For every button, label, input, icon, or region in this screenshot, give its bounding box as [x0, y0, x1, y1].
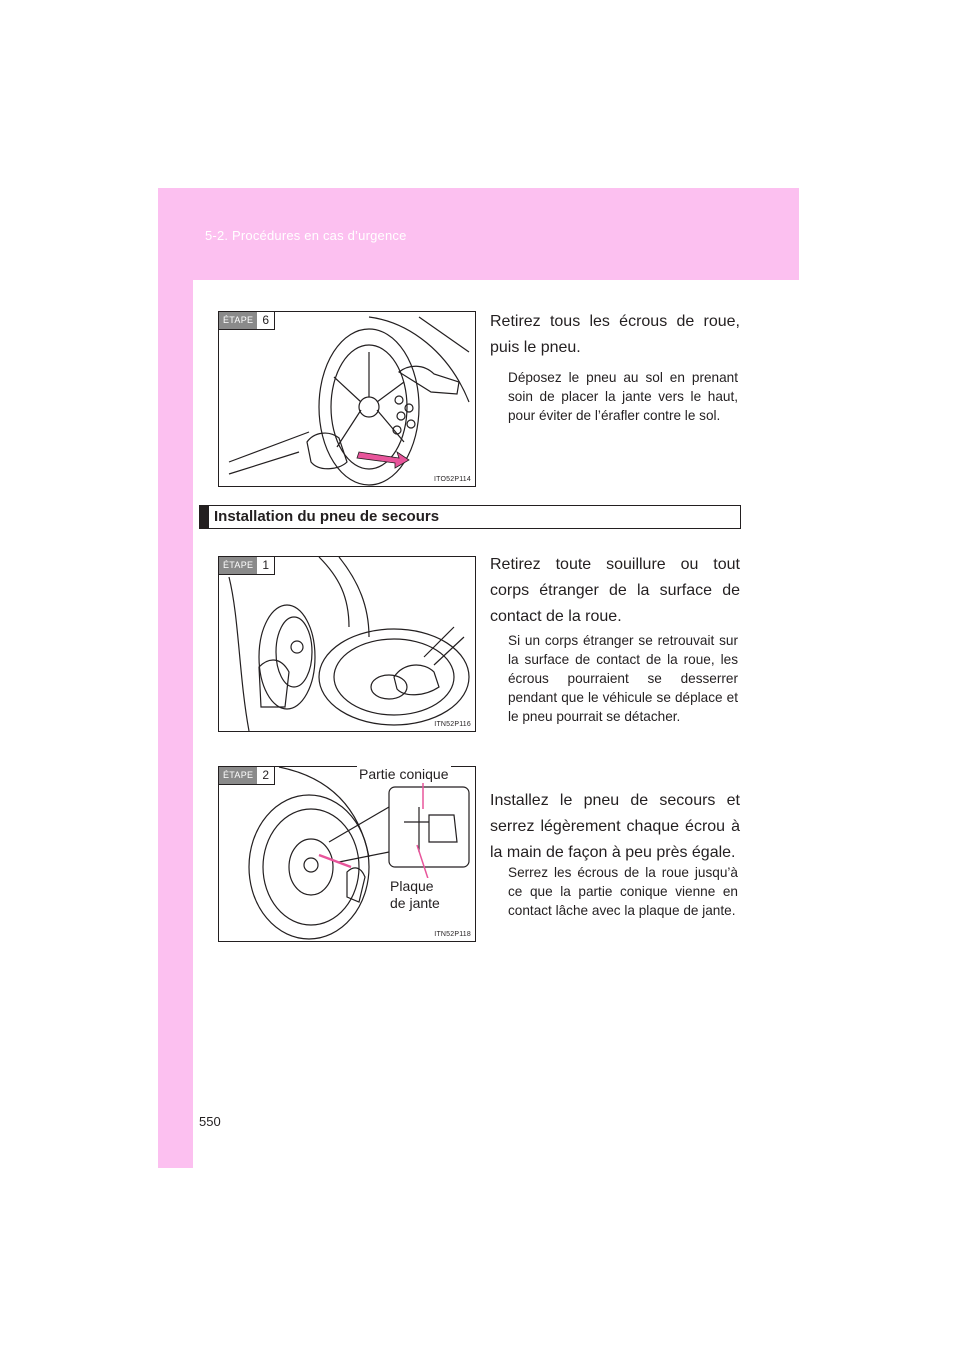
step-label: ÉTAPE	[219, 557, 257, 574]
step-badge	[219, 767, 275, 785]
figure-step-2	[218, 766, 476, 942]
step-label: ÉTAPE	[219, 767, 257, 784]
callout-plate	[388, 878, 442, 912]
clean-wheel-illustration	[219, 557, 475, 731]
callout-plate-line1: Plaque	[390, 878, 434, 894]
page-side-band	[158, 188, 193, 1168]
step-note: Serrez les écrous de la roue jusqu’à ce que la partie conique vienne en contact lâche avec la plaque de jante.	[508, 865, 738, 918]
section-header: 5-2. Procédures en cas d’urgence	[205, 228, 407, 243]
install-spare-tire-illustration	[219, 767, 475, 941]
section-marker	[200, 506, 209, 528]
remove-tire-illustration	[219, 312, 475, 486]
figure-code: ITO52P114	[434, 476, 471, 483]
step-instruction: Retirez toute souillure ou tout corps étranger de la surface de contact de la roue.	[490, 556, 740, 625]
step-note: Si un corps étranger se retrouvait sur la surface de contact de la roue, les écrous pourraient se desserrer pendant que le véhicule se déplace et le pneu pourrait se détacher.	[508, 633, 738, 724]
step-instruction: Installez le pneu de secours et serrez légèrement chaque écrou à la main de façon à peu près égale.	[490, 792, 740, 861]
section-title: Installation du pneu de secours	[214, 508, 440, 525]
figure-step-1	[218, 556, 476, 732]
step-number: 6	[262, 313, 270, 327]
page-number: 550	[199, 1114, 221, 1129]
step-number: 2	[262, 768, 270, 782]
figure-step-6	[218, 311, 476, 487]
step-label: ÉTAPE	[219, 312, 257, 329]
step-instruction: Retirez tous les écrous de roue, puis le pneu.	[490, 313, 740, 356]
callout-plate-line2: de jante	[390, 895, 440, 911]
step-badge	[219, 557, 275, 575]
section-title-bar	[199, 505, 741, 529]
step-number: 1	[262, 558, 270, 572]
figure-code: ITN52P118	[434, 931, 471, 938]
callout-cone: Partie conique	[359, 766, 449, 782]
figure-code: ITN52P116	[434, 721, 471, 728]
step-badge	[219, 312, 275, 330]
step-note: Déposez le pneu au sol en prenant soin de placer la jante vers le haut, pour éviter de l’érafler contre le sol.	[508, 370, 738, 423]
